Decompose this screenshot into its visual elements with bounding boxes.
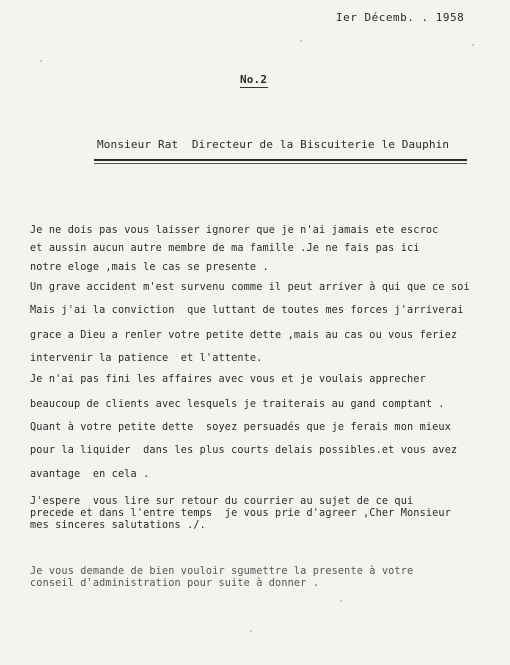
recipient-underline-second (94, 163, 467, 164)
body-line: avantage en cela . (30, 469, 150, 480)
body-line: beaucoup de clients avec lesquels je traiterais au gand comptant . (30, 399, 445, 410)
paper-speck (340, 600, 342, 602)
body-line: grace a Dieu a renler votre petite dette ,mais au cas ou vous feriez (30, 330, 458, 341)
body-line: conseil d'administration pour suite à donner . (30, 578, 320, 589)
paper-speck (40, 60, 42, 62)
body-line: et aussin aucun autre membre de ma famille .Je ne fais pas ici (30, 243, 420, 254)
paper-speck (250, 630, 252, 632)
paper-speck (300, 40, 302, 42)
body-line: Un grave accident m'est survenu comme il peut arriver à qui que ce soi (30, 282, 470, 293)
letter-number: No.2 (240, 73, 268, 86)
body-line: Je ne dois pas vous laisser ignorer que je n'ai jamais ete escroc (30, 225, 439, 236)
body-line: Mais j'ai la conviction que luttant de toutes mes forces j'arriverai (30, 305, 464, 316)
body-line: mes sinceres salutations ./. (30, 520, 206, 531)
recipient-underline (94, 159, 467, 161)
body-line: J'espere vous lire sur retour du courrier au sujet de ce qui (30, 496, 414, 507)
body-line: precede et dans l'entre temps je vous prie d'agreer ,Cher Monsieur (30, 508, 451, 519)
paper-speck (472, 44, 474, 46)
body-line: intervenir la patience et l'attente. (30, 353, 263, 364)
letter-date: Ier Décemb. . 1958 (336, 11, 465, 24)
recipient-line: Monsieur Rat Directeur de la Biscuiterie le Dauphin (97, 138, 450, 151)
body-line: Je vous demande de bien vouloir sgumettre la presente à votre (30, 566, 414, 577)
body-line: Je n'ai pas fini les affaires avec vous et je voulais apprecher (30, 374, 426, 385)
number-underline (240, 87, 268, 88)
body-line: pour la liquider dans les plus courts delais possibles.et vous avez (30, 445, 458, 456)
body-line: Quant à votre petite dette soyez persuadés que je ferais mon mieux (30, 422, 451, 433)
body-line: notre eloge ,mais le cas se presente . (30, 262, 269, 273)
